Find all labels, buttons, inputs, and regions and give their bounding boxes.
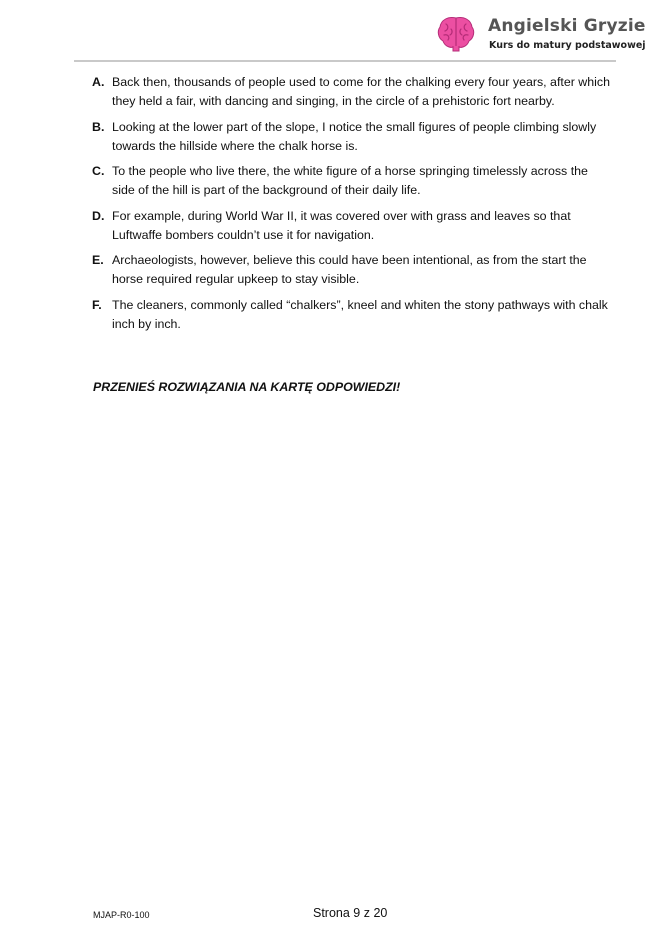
option-a (92, 73, 612, 111)
answer-options-list (92, 73, 612, 340)
option-letter: D. (92, 208, 105, 223)
option-letter: A. (92, 75, 105, 89)
footer-page-number: Strona 9 z 20 (313, 906, 388, 920)
brand-subtitle: Kurs do matury podstawowej (489, 40, 646, 51)
brand-title: Angielski Gryzie (488, 16, 646, 36)
option-c (92, 162, 612, 200)
option-text: For example, during World War II, it was covered over with grass and leaves so that Luftwaffe bombers couldn’t use it for navigation. (112, 208, 571, 242)
header-divider (74, 60, 616, 62)
footer-exam-code: MJAP-R0-100 (93, 910, 150, 920)
option-text: Looking at the lower part of the slope, I notice the small figures of people climbing slowly towards the hillside where the chalk horse is. (112, 119, 597, 153)
option-d (92, 207, 612, 245)
option-text: To the people who live there, the white figure of a horse springing timelessly across the side of the hill is part of the background of their daily life. (112, 164, 588, 197)
option-text: The cleaners, commonly called “chalkers”, kneel and whiten the stony pathways with chalk inch by inch. (112, 297, 608, 331)
option-text: Back then, thousands of people used to come for the chalking every four years, after which they held a fair, with dancing and singing, in the circle of a prehistoric fort nearby. (112, 75, 610, 108)
transfer-instruction: PRZENIEŚ ROZWIĄZANIA NA KARTĘ ODPOWIEDZI! (93, 380, 401, 394)
option-b (92, 118, 612, 156)
option-f (92, 296, 612, 334)
brain-logo-icon (436, 14, 476, 52)
option-letter: E. (92, 253, 104, 267)
option-letter: F. (92, 297, 102, 312)
option-letter: C. (92, 164, 105, 178)
option-text: Archaeologists, however, believe this could have been intentional, as from the start the horse required regular upkeep to stay visible. (112, 253, 587, 286)
option-e (92, 251, 612, 289)
option-letter: B. (92, 119, 105, 134)
